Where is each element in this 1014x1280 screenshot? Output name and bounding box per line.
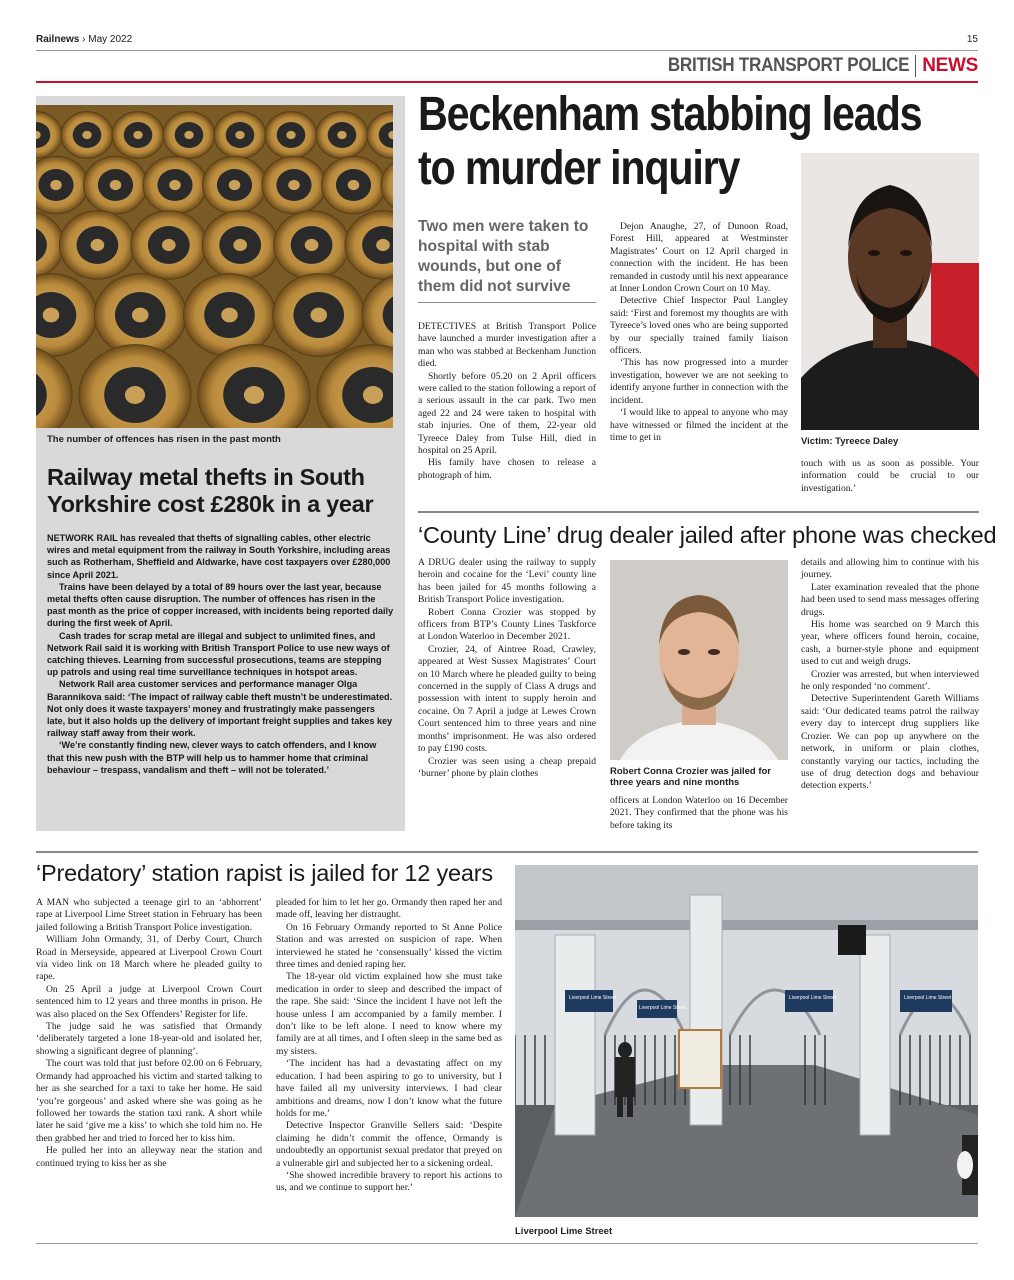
paragraph: Robert Conna Crozier was stopped by officers from BTP’s County Lines Taskforce at London Waterloo in December 2021. [418,606,596,643]
publication-name: Railnews [36,34,80,45]
header-rule [36,50,978,51]
spool-hub [235,131,244,139]
paragraph: Crozier was seen using a cheap prepaid ‘burner’ phone by plain clothes [418,755,596,779]
paragraph: officers at London Waterloo on 16 December 2021. They confirmed that the phone was his before taking its [610,795,788,831]
spool-hub [169,180,181,190]
photo-caption: The number of offences has risen in the past month [47,434,281,445]
mugshot-illustration [610,560,788,760]
spool-hub [132,308,149,323]
spool-hub [286,131,295,139]
spool-hub [363,386,383,404]
paragraph: details and allowing him to continue with his journey. [801,557,979,581]
spool-hub [133,131,142,139]
article-column [36,897,262,1170]
spool-hub [50,180,62,190]
paragraph: Shortly before 05.20 on 2 April officers were called to the station following a report of a serious assault in the car park. Two men aged 22 and 24 were taken to hospital with stab injuries. One of them, 22-year old Tyreece Daley from Tulse Hill, died in hospital on 25 April. [418,370,596,457]
station-concourse-photo [515,865,978,1217]
paragraph: Dejon Anaughe, 27, of Dunoon Road, Forest Hill, appeared at Westminster Magistrates’ Court on 12 April charged in connection with the incident. He has been remanded in custody until his next appearance at Inner London Crown Court on 10 May. [610,221,788,295]
headline-line: to murder inquiry [418,142,740,195]
paragraph: Crozier was arrested, but when interviewed he only responded ‘no comment’. [801,668,979,693]
station-concourse-illustration [515,865,978,1217]
paragraph: ‘We’re constantly finding new, clever ways to catch offenders, and I know that this new push with the BTP will help us to hammer home that criminal behaviour – trespass, vandalism and theft – will not be tolerated.’ [47,740,377,775]
spool-hub [348,180,360,190]
paragraph: Detective Inspector Granville Sellers said: ‘Despite claiming he didn’t commit the offence, Ormandy is undoubtedly an opportunist sexual predator that preyed on a vulnerable girl and subjected her to a sickening ordeal. [276,1120,502,1169]
spool-hub [233,239,247,251]
section-tag: NEWS [922,55,978,76]
cable-spools-photo [36,105,393,428]
spool-hub [91,239,105,251]
article-column [418,321,596,482]
article-column [801,557,979,793]
paragraph: pleaded for him to let her go. Ormandy then raped her and made off, leaving her distraught. [276,897,502,921]
paragraph: William John Ormandy, 31, of Derby Court, Church Road in Merseyside, appeared at Liverpool Crown Court via video link on 18 March where he pleaded guilty to rape. [36,934,262,983]
paragraph: touch with us as soon as possible. Your information could be crucial to our investigation.’ [801,458,979,494]
paragraph: The court was told that just before 02.00 on 6 February, Ormandy had approached his victim and started talking to her as she searched for a taxi to take her home. He said ‘you’re gorgeous’ and asked where she was going as he followed her towards the station taxi rank. A short while later he said ‘give me a kiss’ to which she told him no. He then grabbed her and tried to forced her to kiss him. [36,1058,262,1144]
paragraph: Crozier, 24, of Aintree Road, Crawley, appeared at West Sussex Magistrates’ Court on 10 March where he pleaded guilty to being concerned in the supply of Class A drugs and possession with intent to supply heroin and cocaine. On 7 April a judge at Lewes Crown Court sentenced him to three years and nine months’ imprisonment. He was also ordered to pay £190 costs. [418,643,596,755]
spool-hub [310,308,327,323]
article-column [610,795,788,832]
paragraph: On 25 April a judge at Liverpool Crown Court sentenced him to 12 years and three months in prison. He was also placed on the Sex Offenders’ Register for life. [36,983,262,1020]
issue-separator: › [79,34,89,45]
cable-spools-illustration [36,105,393,428]
spool-hub [376,239,390,251]
station-sign [900,990,952,1012]
station-sign-text: Liverpool Lime Street [904,995,952,1001]
article-column [276,897,502,1195]
paragraph: Detective Chief Inspector Paul Langley said: ‘First and foremost my thoughts are with Tyreece’s loved ones who are being supported by our specially trained family liaison officers. [610,295,788,357]
station-sign [785,990,833,1012]
headline-line: Beckenham stabbing leads [418,88,922,141]
spool-hub [162,239,176,251]
spool-hub [244,386,264,404]
article-column [610,221,788,444]
spool-hub [125,386,145,404]
portrait-photo [801,153,979,430]
paragraph: ‘I would like to appeal to anyone who may have witnessed or filmed the incident at the time to get in [610,407,788,443]
article-headline: ‘County Line’ drug dealer jailed after phone was checked [418,522,997,548]
paragraph: ‘She showed incredible bravery to report his actions to us, and we continue to support her.’ [276,1169,502,1194]
paragraph: Network Rail area customer services and performance manager Olga Barannikova said: ‘The impact of railway cable theft mustn’t be underestimated. Not only does it waste taxpayers’ money and frustratingly make passengers late, but it also holds up the delivery of important freight supplies and takes key railway staff away from their work. [47,679,393,739]
spool-hub [305,239,319,251]
paragraph: Detective Superintendent Gareth Williams said: ‘Our dedicated teams patrol the railway every day to intercept drug suppliers like Crozier. We can pop up anywhere on the network, in uniform or plain clothes, constantly varying our tactics, including the use of drug detection dogs and behaviour detection experts.’ [801,693,979,792]
paragraph: ‘This has now progressed into a murder investigation, however we are not seeking to identify anyone further in connection with the incident. [610,357,788,406]
station-sign-text: Liverpool Lime Street [639,1005,687,1011]
photo-caption: Robert Conna Crozier was jailed for three years and nine months [610,766,771,788]
paragraph: NETWORK RAIL has revealed that thefts of signalling cables, other electric wires and metal equipment from the railway in South Yorkshire, including areas such as Rotherham, Sheffield and Aldwarke, have cost taxpayers over £280,000 since April 2021. [47,533,391,580]
footer-rule [36,1243,978,1244]
standfirst: Two men were taken to hospital with stab wounds, but one of them did not survive [418,218,589,295]
paragraph: ‘The incident has had a devastating affect on my education. I had been aspiring to go to university, but I have failed all my university interviews. I had clear ambitions and dreams, now I don’t know what the future holds for me.’ [276,1058,502,1119]
spool-hub [229,180,241,190]
folio-publication [36,34,132,45]
paragraph: A MAN who subjected a teenage girl to an ‘abhorrent’ rape at Liverpool Lime Street station in February has been jailed following a British Transport Police investigation. [36,897,262,933]
paragraph: On 16 February Ormandy reported to St Anne Police Station and was arrested on suspicion of rape. When interviewed he stated he ‘consensually’ kissed the victim three times and denied raping her. [276,921,502,971]
spool-hub [221,308,238,323]
article-column [418,557,596,780]
section-header [641,54,978,78]
paragraph: The 18-year old victim explained how she must take medication in order to sleep and described the impact of the rape. She said: ‘Since the incident I have not left the house unless I am accompanied by a family member. I don’t like to be left alone. I need to know where my family are at all times, and I often sleep in the same bed as my sisters. [276,971,502,1057]
spool-hub [337,131,346,139]
spool-hub [82,131,91,139]
paragraph: A DRUG dealer using the railway to supply heroin and cocaine for the ‘Levi’ county line has been jailed for 45 months following a British Transport Police investigation. [418,557,596,606]
station-sign-text: Liverpool Lime Street [569,995,617,1001]
article-headline: Railway metal thefts in South Yorkshire cost £280k in a year [47,464,374,517]
spool-hub [43,308,60,323]
article-column [801,458,979,495]
article-body [47,532,395,776]
photo-caption: Victim: Tyreece Daley [801,436,899,447]
paragraph: DETECTIVES at British Transport Police have launched a murder investigation after a man who was stabbed at Beckenham Junction died. [418,321,596,370]
spool-hub [288,180,300,190]
standfirst-rule [418,302,596,303]
article-headline: ‘Predatory’ station rapist is jailed for 12 years [36,860,493,886]
section-divider [915,55,916,77]
header-accent-rule [36,81,978,83]
paragraph: Cash trades for scrap metal are illegal and subject to unlimited fines, and Network Rail said it is working with British Transport Police to use new ways of catching thieves. Learning from successful prosecutions, teams are stepping up patrols and using real time surveillance techniques in hotspot areas. [47,630,390,678]
station-sign-text: Liverpool Lime Street [789,995,837,1001]
page-number: 15 [966,34,978,45]
story-divider [418,511,979,513]
story-divider [36,851,978,853]
station-sign [565,990,613,1012]
victim-portrait-illustration [801,153,979,430]
paragraph: He pulled her into an alleyway near the station and continued trying to kiss her as she [36,1145,262,1169]
spool-hub [184,131,193,139]
mugshot-photo [610,560,788,760]
issue-date: May 2022 [88,34,133,45]
section-name: BRITISH TRANSPORT POLICE [667,55,910,76]
paragraph: His home was searched on 9 March this year, where officers found heroin, cocaine, cash, a burner-style phone and equipment used to cut and weigh drugs. [801,619,979,668]
paragraph: The judge said he was satisfied that Ormandy ‘deliberately targeted a lone 18-year-old and isolated her, showing a significant degree of planning’. [36,1021,262,1057]
spool-hub [110,180,122,190]
paragraph: His family have chosen to release a photograph of him. [418,457,596,481]
paragraph: Trains have been delayed by a total of 89 hours over the last year, because metal thefts often cause disruption. The number of offences has risen in the past month as the price of copper increased, with incidents being reported daily during the first week of April. [47,581,394,629]
photo-caption: Liverpool Lime Street [515,1226,613,1237]
paragraph: Later examination revealed that the phone had been used to send mass messages offering drugs. [801,581,979,618]
